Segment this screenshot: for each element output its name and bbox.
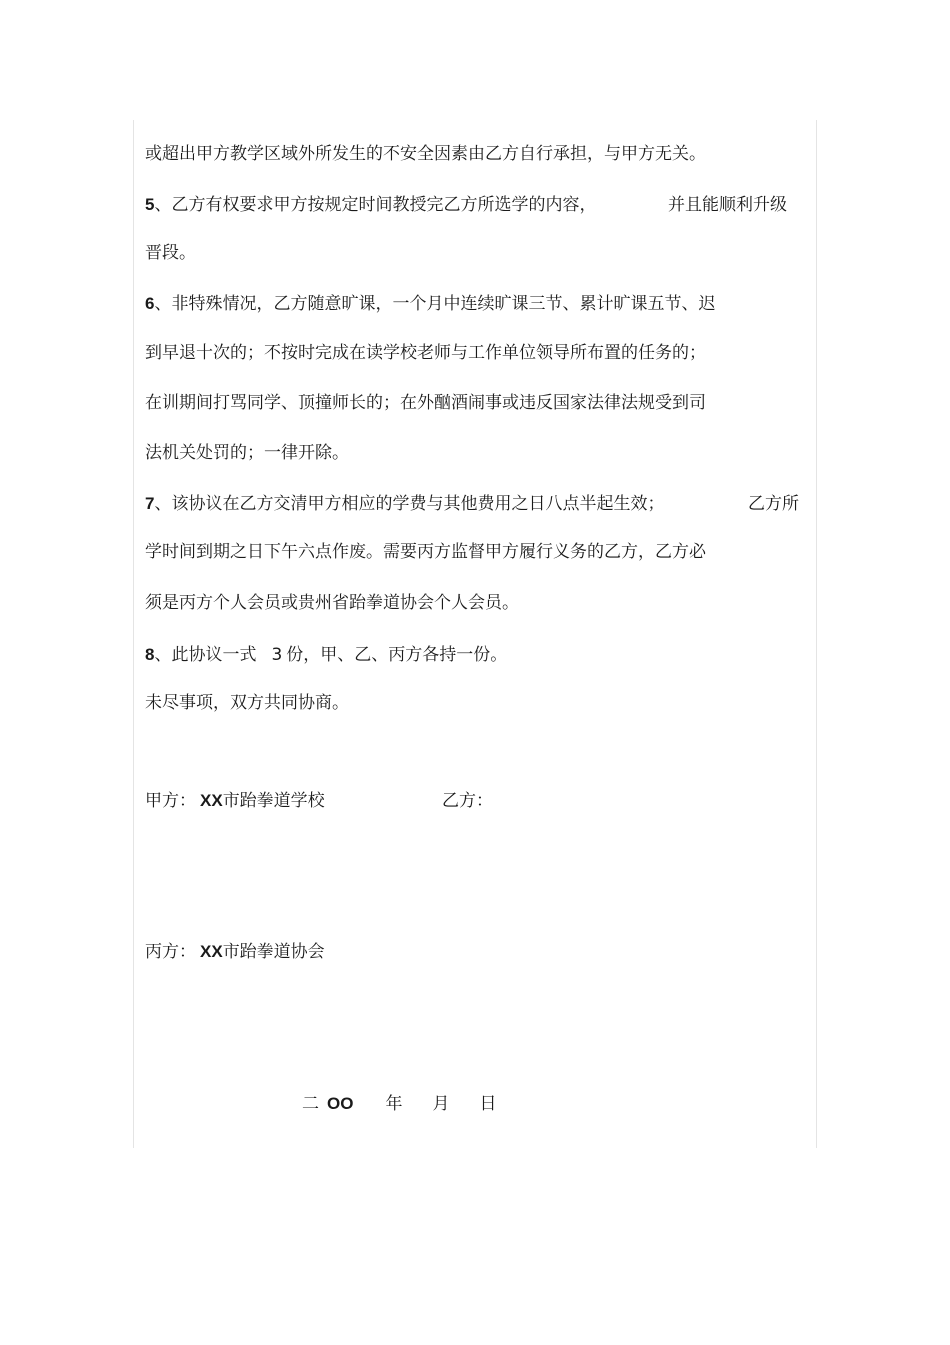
party-c-label: 丙方： bbox=[145, 942, 196, 962]
date-month-label: 月 bbox=[432, 1094, 450, 1114]
clause-5-number: 5 bbox=[145, 195, 155, 214]
page-frame bbox=[133, 120, 817, 1148]
clause-5-text: 、乙方有权要求甲方按规定时间教授完乙方所选学的内容， bbox=[154, 195, 597, 215]
clause-7-number: 7 bbox=[145, 494, 155, 513]
date-year-prefix: 二 bbox=[302, 1094, 319, 1114]
date-year-digits: OO bbox=[327, 1094, 354, 1113]
closing-note: 未尽事项，双方共同协商。 bbox=[145, 693, 349, 713]
clause-7-line-2: 学时间到期之日下午六点作废。需要丙方监督甲方履行义务的乙方，乙方必 bbox=[145, 542, 706, 562]
party-c-line bbox=[145, 941, 325, 963]
clause-8-number: 8 bbox=[145, 645, 155, 664]
party-c-name: 市跆拳道协会 bbox=[222, 942, 325, 962]
clause-7-line-1 bbox=[145, 493, 664, 515]
party-a-name: 市跆拳道学校 bbox=[222, 791, 325, 811]
clause-8-text-a: 、此协议一式 bbox=[154, 645, 257, 665]
party-a-xx: XX bbox=[200, 791, 223, 810]
clause-7-text: 、该协议在乙方交清甲方相应的学费与其他费用之日八点半起生效； bbox=[154, 494, 665, 514]
date-year-label: 年 bbox=[385, 1094, 403, 1114]
clause-8-copies: 3 bbox=[271, 645, 283, 665]
clause-6-line-1 bbox=[145, 293, 715, 315]
party-c-xx: XX bbox=[200, 942, 223, 961]
clause-6-text: 、非特殊情况，乙方随意旷课，一个月中连续旷课三节、累计旷课五节、迟 bbox=[154, 294, 716, 314]
clause-7-line-1-right: 乙方所 bbox=[748, 494, 799, 514]
party-a-line bbox=[145, 790, 325, 812]
clause-5-line-1 bbox=[145, 194, 596, 216]
clause-5-line-2: 晋段。 bbox=[145, 243, 196, 263]
page-left-border bbox=[133, 120, 134, 1148]
party-b-label: 乙方： bbox=[442, 791, 493, 811]
clause-6-line-3: 在训期间打骂同学、顶撞师长的；在外酗酒闹事或违反国家法律法规受到司 bbox=[145, 393, 706, 413]
clause-7-line-3: 须是丙方个人会员或贵州省跆拳道协会个人会员。 bbox=[145, 593, 519, 613]
page-right-border bbox=[816, 120, 817, 1148]
clause-6-line-4: 法机关处罚的；一律开除。 bbox=[145, 443, 349, 463]
clause-6-number: 6 bbox=[145, 294, 155, 313]
clause-8-line-1 bbox=[145, 644, 507, 666]
party-a-label: 甲方： bbox=[145, 791, 196, 811]
clause-4-continuation: 或超出甲方教学区域外所发生的不安全因素由乙方自行承担，与甲方无关。 bbox=[145, 144, 706, 164]
clause-5-line-1-right: 并且能顺利升级 bbox=[668, 195, 787, 215]
clause-8-text-b: 份，甲、乙、丙方各持一份。 bbox=[286, 645, 508, 665]
date-line bbox=[302, 1093, 496, 1115]
clause-6-line-2: 到早退十次的；不按时完成在读学校老师与工作单位领导所布置的任务的； bbox=[145, 343, 706, 363]
date-day-label: 日 bbox=[479, 1094, 497, 1114]
